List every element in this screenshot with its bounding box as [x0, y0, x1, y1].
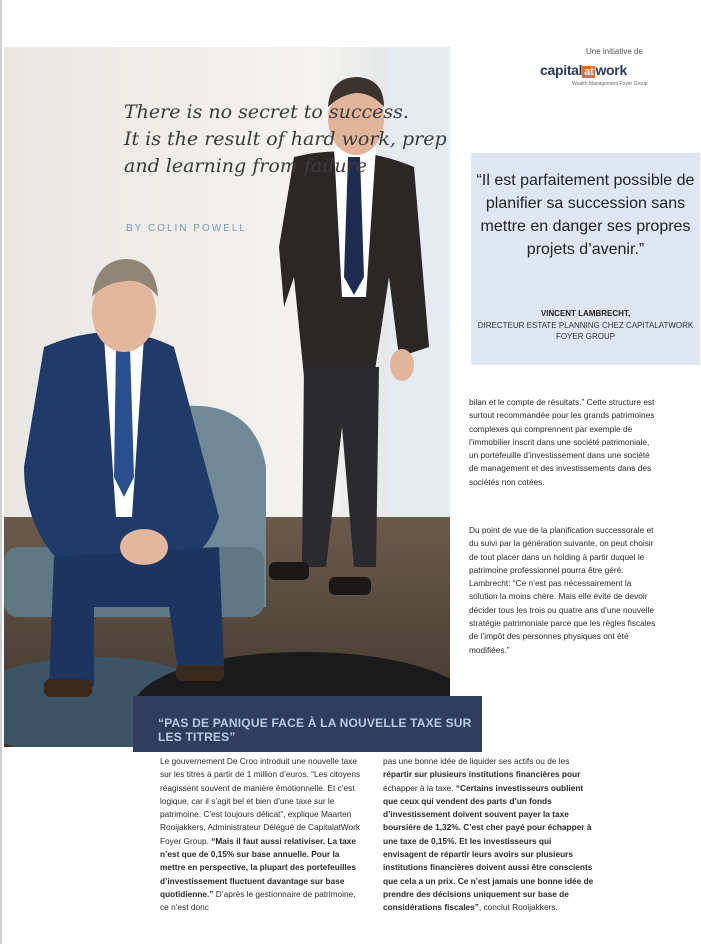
- logo-subtitle: Wealth Management Foyer Group: [572, 81, 648, 87]
- paragraph-text: Du point de vue de la planification successorale et du suivi par la génération suivante, on peut choisir de tout placer dans un holding à partir duquel le patrimoine professionnel pourra être géré. Lambrecht: “Ce n’est pas nécessairement la solution la moins chère. Mais elle évite de devoir décider tous les trois ou quatre ans d’une nouvelle stratégie patrimoniale parce que les règles fiscales de l’impôt des personnes physiques ont été modifiées.”: [469, 525, 656, 655]
- bottom-left-column: [160, 755, 365, 915]
- brand-initiative-label: Une initiative de: [586, 47, 643, 56]
- text-run: Le gouvernement De Croo introduit une nouvelle taxe sur les titres à partir de 1 million d’euros. “Les citoyens réagissent souvent de manière émotionnelle. Et c’est logique, car il s’agit bel et bien d’une taxe sur le patrimoine. C’est toujours délicat”, explique Maarten Rooijakkers, Administrateur Délégué de CapitalatWork Foyer Group.: [160, 756, 361, 846]
- right-column-paragraph-2: [469, 524, 659, 657]
- bold-text-run: répartir sur plusieurs institutions financières pour: [383, 769, 581, 780]
- bold-text-run: “Mais il faut aussi relativiser. La taxe n’est que de 0,15% sur base annuelle. Pour la mettre en perspective, la plupart des portefeuilles d’investissement fluctuent davantage sur base quotidienne.”: [160, 835, 356, 899]
- wall-quote-author: BY COLIN POWELL: [126, 223, 247, 234]
- right-column-paragraph-1: [469, 396, 659, 489]
- logo-part-at: at: [584, 66, 594, 78]
- pull-quote-role: DIRECTEUR ESTATE PLANNING CHEZ CAPITALATWORK FOYER GROUP: [477, 321, 694, 341]
- paragraph-text: [160, 755, 365, 915]
- bottom-right-column: [383, 755, 595, 915]
- logo-part-work: work: [595, 62, 627, 78]
- text-run: , conclut Rooijakkers.: [478, 902, 558, 913]
- text-run: D’après le gestionnaire de patrimoine, ce n’est donc: [160, 888, 356, 913]
- text-run: pas une bonne idée de liquider ses actifs ou de les: [383, 756, 570, 766]
- text-run: échapper à la taxe.: [383, 782, 456, 793]
- bold-text-run: “Certains investisseurs oublient que ceux qui vendent des parts d’un fonds d’investissement doivent souvent payer la taxe boursière de 1,32%. C’est cher payé pour échapper à une taxe de 0,15%. Et les investisseurs qui envisagent de répartir leurs avoirs sur plusieurs institutions financières doivent aussi être conscients que cela a un prix. Ce n’est jamais une bonne idée de prendre des décisions uniquement sur base de considérations fiscales”: [383, 782, 594, 913]
- section-title: “PAS DE PANIQUE FACE À LA NOUVELLE TAXE SUR LES TITRES”: [158, 716, 472, 744]
- paragraph-text: [383, 755, 595, 915]
- capitalatwork-logo: [540, 62, 627, 78]
- article-photo: [4, 47, 450, 747]
- wall-quote: There is no secret to success. It is the result of hard work, prep and learning from failure: [124, 101, 447, 177]
- pull-quote-name: VINCENT LAMBRECHT,: [540, 309, 631, 318]
- pull-quote-text: “Il est parfaitement possible de planifier sa succession sans mettre en danger ses propres projets d’avenir.”: [476, 172, 695, 258]
- page-edge-rule: [0, 0, 2, 944]
- logo-part-capital: capital: [540, 62, 583, 78]
- paragraph-text: bilan et le compte de résultats.” Cette structure est surtout recommandée pour les grands patrimoines complexes qui comprennent par exemple de l’immobilier inscrit dans une société patrimoniale, un portefeuille d’investissement dans une société de management et des investissements dans des sociétés non cotées.: [469, 397, 655, 487]
